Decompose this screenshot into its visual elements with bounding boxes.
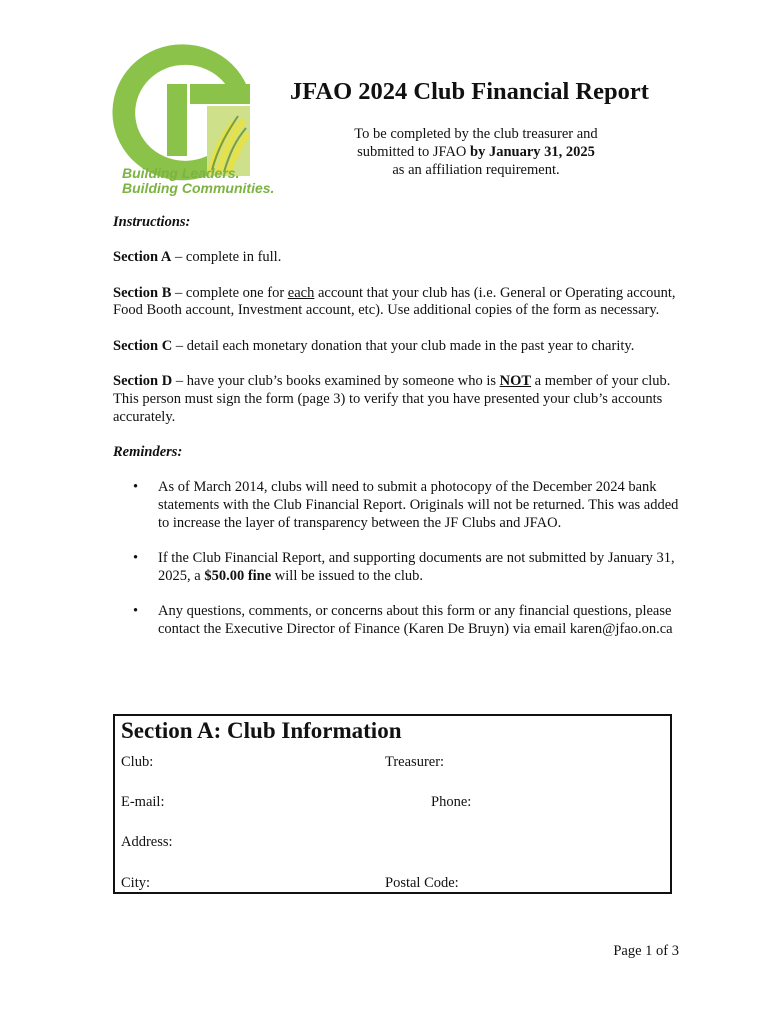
reminder-text: will be issued to the club. [271, 567, 423, 584]
instructions-body [113, 214, 683, 656]
underlined-word: each [287, 284, 315, 301]
section-a-instruction [113, 249, 683, 267]
reminders-list [113, 479, 683, 639]
section-b-instruction [113, 285, 683, 321]
bullet-icon: • [133, 603, 139, 620]
bullet-icon: • [133, 550, 139, 567]
bullet-icon: • [133, 479, 139, 496]
page-number: Page 1 of 3 [613, 943, 679, 959]
instruction-text: a member of your club. This person must sign the form (page 3) to verify that you have presented your club’s accounts accurately. [113, 372, 671, 425]
emphasis-not: NOT [499, 372, 532, 389]
subtitle-line-3: as an affiliation requirement. [392, 162, 560, 178]
instruction-text: – complete in full. [171, 249, 282, 266]
email-field-label[interactable]: E-mail: [121, 794, 165, 810]
list-item [113, 603, 683, 639]
instruction-text: – detail each monetary donation that your club made in the past year to charity. [172, 337, 635, 354]
section-c-instruction [113, 338, 683, 356]
section-a-box [113, 714, 672, 894]
section-label: Section C [113, 337, 173, 354]
reminder-text: As of March 2014, clubs will need to submit a photocopy of the December 2024 bank statements with the Club Financial Report. Originals will not be returned. This was added to increase the layer of transparency between the JF Clubs and JFAO. [158, 479, 679, 531]
section-a-title: Section A: Club Information [121, 718, 402, 743]
section-d-instruction [113, 373, 683, 426]
phone-field-label[interactable]: Phone: [431, 794, 472, 810]
reminder-text: If the Club Financial Report, and supporting documents are not submitted by January 31, 2025, a [158, 550, 675, 584]
instruction-text: account that your club has (i.e. General or Operating account, Food Booth account, Investment account, etc). Use additional copies of the form as necessary. [113, 284, 676, 319]
logo-tagline-2: Building Communities. [122, 180, 275, 196]
instruction-text: – complete one for [171, 284, 288, 301]
city-field-label[interactable]: City: [121, 875, 151, 891]
postal-code-field-label[interactable]: Postal Code: [385, 875, 459, 891]
fine-amount: $50.00 fine [204, 567, 272, 584]
treasurer-field-label[interactable]: Treasurer: [385, 754, 445, 770]
club-field-label[interactable]: Club: [121, 754, 154, 770]
instructions-heading: Instructions: [113, 214, 191, 230]
logo-tagline-1: Building Leaders. [122, 165, 240, 181]
list-item [113, 550, 683, 586]
reminders-heading: Reminders: [113, 443, 183, 460]
list-item [113, 479, 683, 532]
subtitle-line-2 [300, 143, 652, 161]
subtitle-line-1: To be completed by the club treasurer and [354, 126, 598, 142]
subtitle [300, 125, 652, 179]
page-title: JFAO 2024 Club Financial Report [290, 78, 649, 105]
deadline-text: by January 31, 2025 [470, 144, 595, 160]
logo-g-mark [112, 44, 250, 180]
section-label: Section A [113, 249, 172, 266]
address-field-label[interactable]: Address: [121, 834, 173, 850]
section-label: Section B [113, 284, 172, 301]
instruction-text: – have your club’s books examined by someone who is [172, 372, 500, 389]
reminder-text: Any questions, comments, or concerns about this form or any financial questions, please contact the Executive Director of Finance (Karen De Bruyn) via email karen@jfao.on.ca [158, 603, 673, 637]
section-label: Section D [113, 372, 173, 389]
subtitle-text: submitted to JFAO [357, 144, 471, 160]
